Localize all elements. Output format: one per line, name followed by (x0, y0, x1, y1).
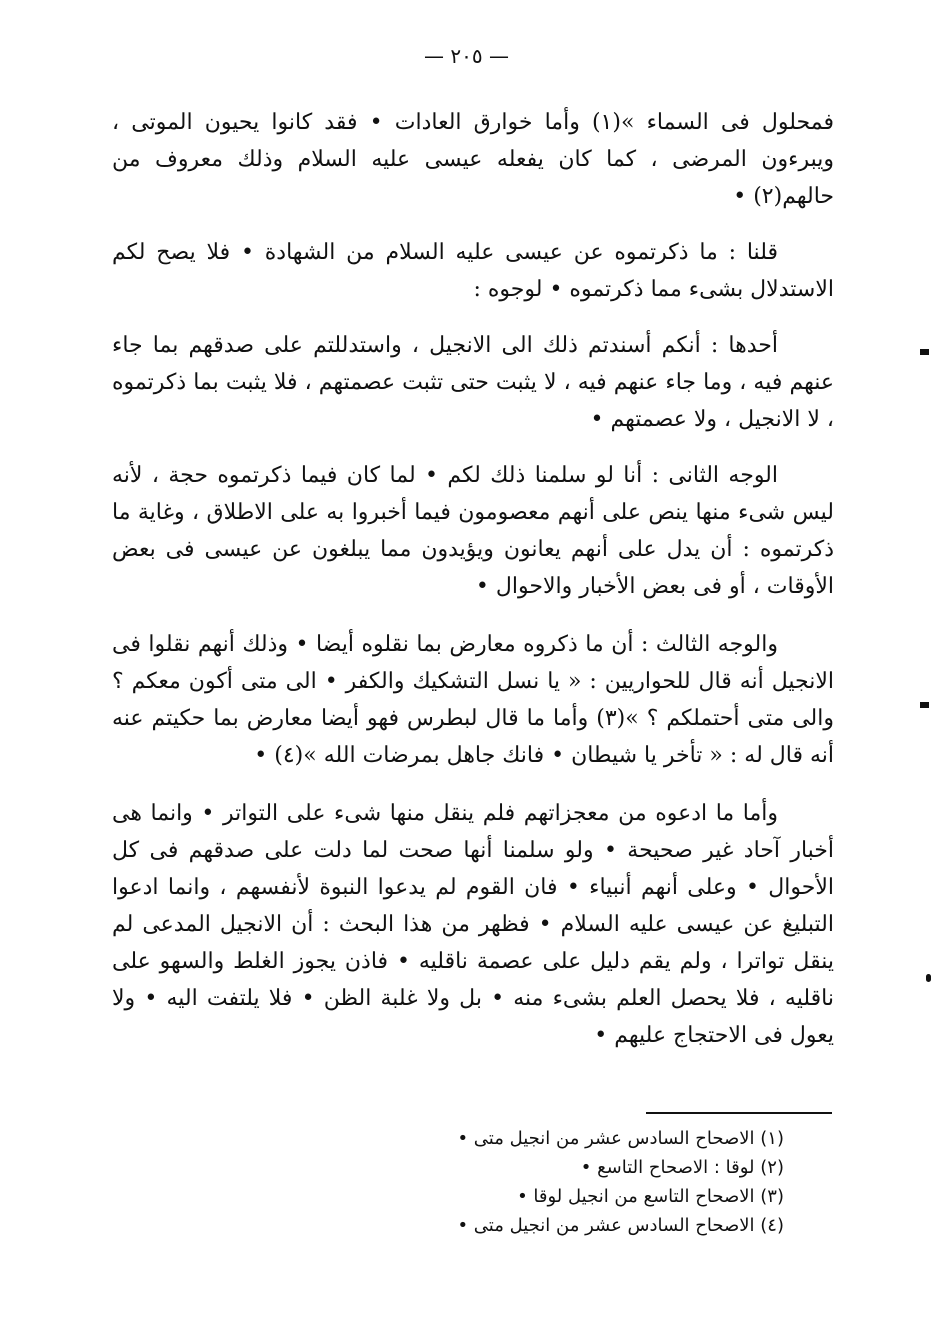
footnote-rule (646, 1112, 832, 1114)
margin-mark-3 (926, 974, 931, 982)
paragraph-3: أحدها : أنكم أسندتم ذلك الى الانجيل ، واستدللتم على صدقهم بما جاء عنهم فيه ، وما جاء عنهم فيه ، لا يثبت حتى تثبت عصمتهم ، فلا يثبت بما ذكرتموه ، لا الانجيل ، ولا عصمتهم • (112, 333, 834, 432)
paragraph-2: قلنا : ما ذكرتموه عن عيسى عليه السلام من الشهادة • فلا يصح لكم الاستدلال بشىء مما ذكرتموه • لوجوه : (112, 240, 834, 302)
footnote-4: (٤) الاصحاح السادس عشر من انجيل متى • (457, 1215, 784, 1236)
page-number: — ٢٠٥ — (424, 44, 509, 68)
paragraph-1: فمحلول فى السماء »(١) وأما خوارق العادات • فقد كانوا يحيون الموتى ، ويبرءون المرضى ، كما كان يفعله عيسى عليه السلام وذلك معروف من حالهم(٢) • (112, 110, 834, 209)
footnote-1: (١) الاصحاح السادس عشر من انجيل متى • (457, 1128, 784, 1149)
body-text (112, 104, 834, 1075)
paragraph-5: والوجه الثالث : أن ما ذكروه معارض بما نقلوه أيضا • وذلك أنهم نقلوا فى الانجيل أنه قال للحواريين : « يا نسل التشكيك والكفر • الى متى أكون معكم ؟ والى متى أحتملكم ؟ »(٣) وأما ما قال لبطرس فهو أيضا معارض بما حكيتم عنه أنه قال له : « تأخر يا شيطان • فانك جاهل بمرضات الله »(٤) • (112, 632, 834, 768)
margin-mark-1 (920, 349, 929, 355)
footnotes (300, 1124, 784, 1240)
margin-mark-2 (920, 702, 929, 708)
paragraph-4: الوجه الثانى : أنا لو سلمنا ذلك لكم • لما كان فيما ذكرتموه حجة ، لأنه ليس شىء منها ينص على أنهم معصومون فيما أخبروا به على الاطلاق ، وغاية ما ذكرتموه : أن يدل على أنهم يعانون ويؤيدون مما يبلغون عن عيسى فى بعض الأوقات ، أو فى بعض الأخبار والاحوال • (112, 463, 834, 599)
footnote-3: (٣) الاصحاح التاسع من انجيل لوقا • (517, 1186, 784, 1207)
paragraph-6: وأما ما ادعوه من معجزاتهم فلم ينقل منها شىء على التواتر • وانما هى أخبار آحاد غير صحيحة • ولو سلمنا أنها صحت لما دلت على صدقهم فى كل الأحوال • وعلى أنهم أنبياء • فان القوم لم يدعوا النبوة لأنفسهم ، وانما ادعوا التبليغ عن عيسى عليه السلام • فظهر من هذا البحث : أن الانجيل المدعى لم ينقل تواترا ، ولم يقم دليل على عصمة ناقليه • فاذن يجوز الغلط والسهو على ناقليه ، فلا يحصل العلم بشىء منه • بل ولا غلبة الظن • فلا يلتفت اليه • ولا يعول فى الاحتجاج عليهم • (112, 801, 834, 1048)
footnote-2: (٢) لوقا : الاصحاح التاسع • (580, 1157, 784, 1178)
